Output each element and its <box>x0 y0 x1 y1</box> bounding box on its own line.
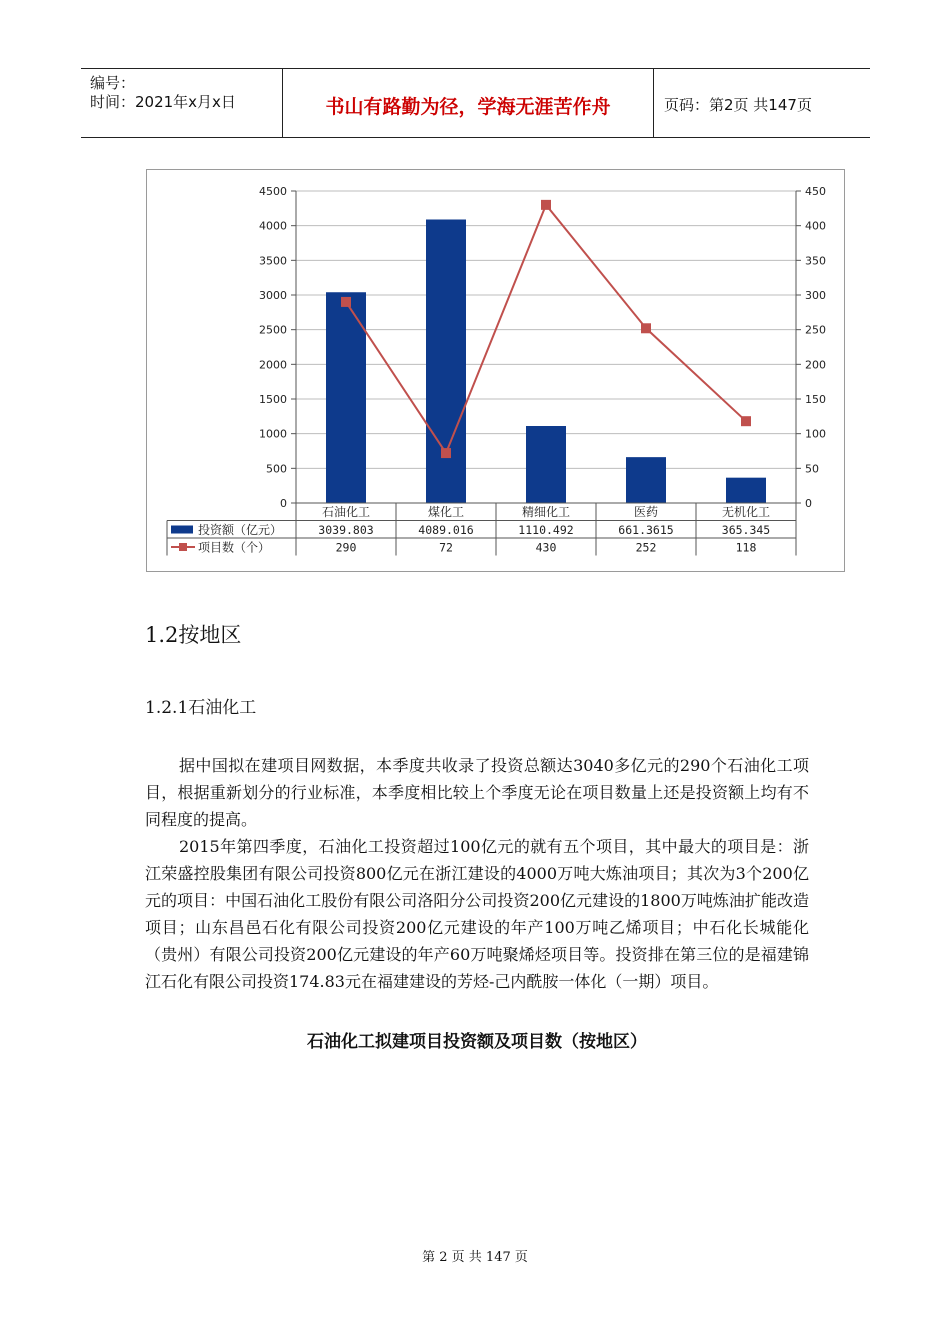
y-right-tick-label: 100 <box>805 427 826 441</box>
y-left-tick-label: 3000 <box>259 289 287 302</box>
y-left-tick-label: 4500 <box>259 185 287 198</box>
x-category-label: 精细化工 <box>521 505 571 519</box>
legend-key-bar <box>171 526 193 534</box>
line-point-marker <box>741 416 751 426</box>
table-cell-value: 4089.016 <box>418 523 474 537</box>
y-right-tick-label: 150 <box>805 393 826 406</box>
paragraph-1: 据中国拟在建项目网数据，本季度共收录了投资总额达3040多亿元的290个石油化工项目，根据重新划分的行业标准，本季度相比较上个季度无论在项目数量上还是投资额上均有不同程度的提高。 <box>145 756 809 829</box>
y-left-tick-label: 2500 <box>259 323 287 337</box>
y-right-tick-label: 50 <box>805 462 819 476</box>
line-point-marker <box>341 297 351 307</box>
y-right-tick-label: 400 <box>805 219 826 233</box>
legend-label: 投资额（亿元） <box>198 523 283 537</box>
y-left-tick-label: 2000 <box>259 358 287 372</box>
header-page-info: 页码：第2页 共147页 <box>664 96 812 114</box>
header-page-cell <box>654 69 870 137</box>
y-left-tick-label: 0 <box>280 497 287 510</box>
table-cell-value: 252 <box>635 540 657 555</box>
header-motto: 书山有路勤为径，学海无涯苦作舟 <box>325 96 611 118</box>
table-cell-value: 290 <box>335 540 357 555</box>
bar <box>626 457 666 503</box>
document-date-label: 时间：2021年x月x日 <box>90 93 236 111</box>
legend-label: 项目数（个） <box>198 540 271 555</box>
x-category-label: 医药 <box>633 505 659 519</box>
series-line <box>346 205 746 453</box>
table-cell-value: 1110.492 <box>518 523 574 537</box>
x-category-label: 煤化工 <box>427 505 465 519</box>
line-point-marker <box>541 200 551 210</box>
table-cell-value: 3039.803 <box>318 523 374 537</box>
y-right-tick-label: 450 <box>805 185 826 198</box>
table-cell-value: 118 <box>735 540 757 555</box>
y-left-tick-label: 1000 <box>259 427 287 441</box>
section-heading: 1.2按地区 <box>145 623 242 647</box>
chart-caption: 石油化工拟建项目投资额及项目数（按地区） <box>307 1032 647 1052</box>
line-point-marker <box>441 448 451 458</box>
table-cell-value: 430 <box>535 540 557 555</box>
line-point-marker <box>641 323 651 333</box>
y-left-tick-label: 4000 <box>259 219 287 233</box>
table-cell-value: 365.345 <box>721 523 771 537</box>
table-cell-value: 72 <box>439 540 453 555</box>
header-meta-cell <box>81 69 283 137</box>
investment-chart <box>146 169 845 572</box>
y-right-tick-label: 0 <box>805 497 812 510</box>
document-code-label: 编号： <box>90 74 136 92</box>
bar <box>426 219 466 503</box>
subsection-heading: 1.2.1石油化工 <box>145 698 257 718</box>
paragraph-2: 2015年第四季度，石油化工投资超过100亿元的就有五个项目，其中最大的项目是：浙江荣盛控股集团有限公司投资800亿元在浙江建设的4000万吨大炼油项目；其次为3个200亿元的项目：中国石油化工股份有限公司洛阳分公司投资200亿元建设的1800万吨炼油扩能改造项目；山东昌邑石化有限公司投资200亿元建设的年产100万吨乙烯项目；中石化长城能化（贵州）有限公司投资200亿元建设的年产60万吨聚烯烃项目等。投资排在第三位的是福建锦江石化有限公司投资174.83元在福建建设的芳烃-己内酰胺一体化（一期）项目。 <box>145 837 809 991</box>
table-cell-value: 661.3615 <box>618 523 674 537</box>
page-header <box>81 68 870 138</box>
bar <box>526 426 566 503</box>
header-motto-cell <box>283 69 654 137</box>
y-right-tick-label: 300 <box>805 289 826 302</box>
chart-svg <box>147 170 844 571</box>
legend-key-marker <box>179 543 187 551</box>
y-right-tick-label: 350 <box>805 254 826 268</box>
y-left-tick-label: 1500 <box>259 393 287 406</box>
x-category-label: 石油化工 <box>321 505 371 519</box>
page-footer: 第 2 页 共 147 页 <box>422 1250 528 1265</box>
y-right-tick-label: 200 <box>805 358 826 372</box>
y-left-tick-label: 500 <box>266 462 287 476</box>
bar <box>726 478 766 503</box>
y-left-tick-label: 3500 <box>259 254 287 268</box>
y-right-tick-label: 250 <box>805 323 826 337</box>
x-category-label: 无机化工 <box>721 505 771 519</box>
